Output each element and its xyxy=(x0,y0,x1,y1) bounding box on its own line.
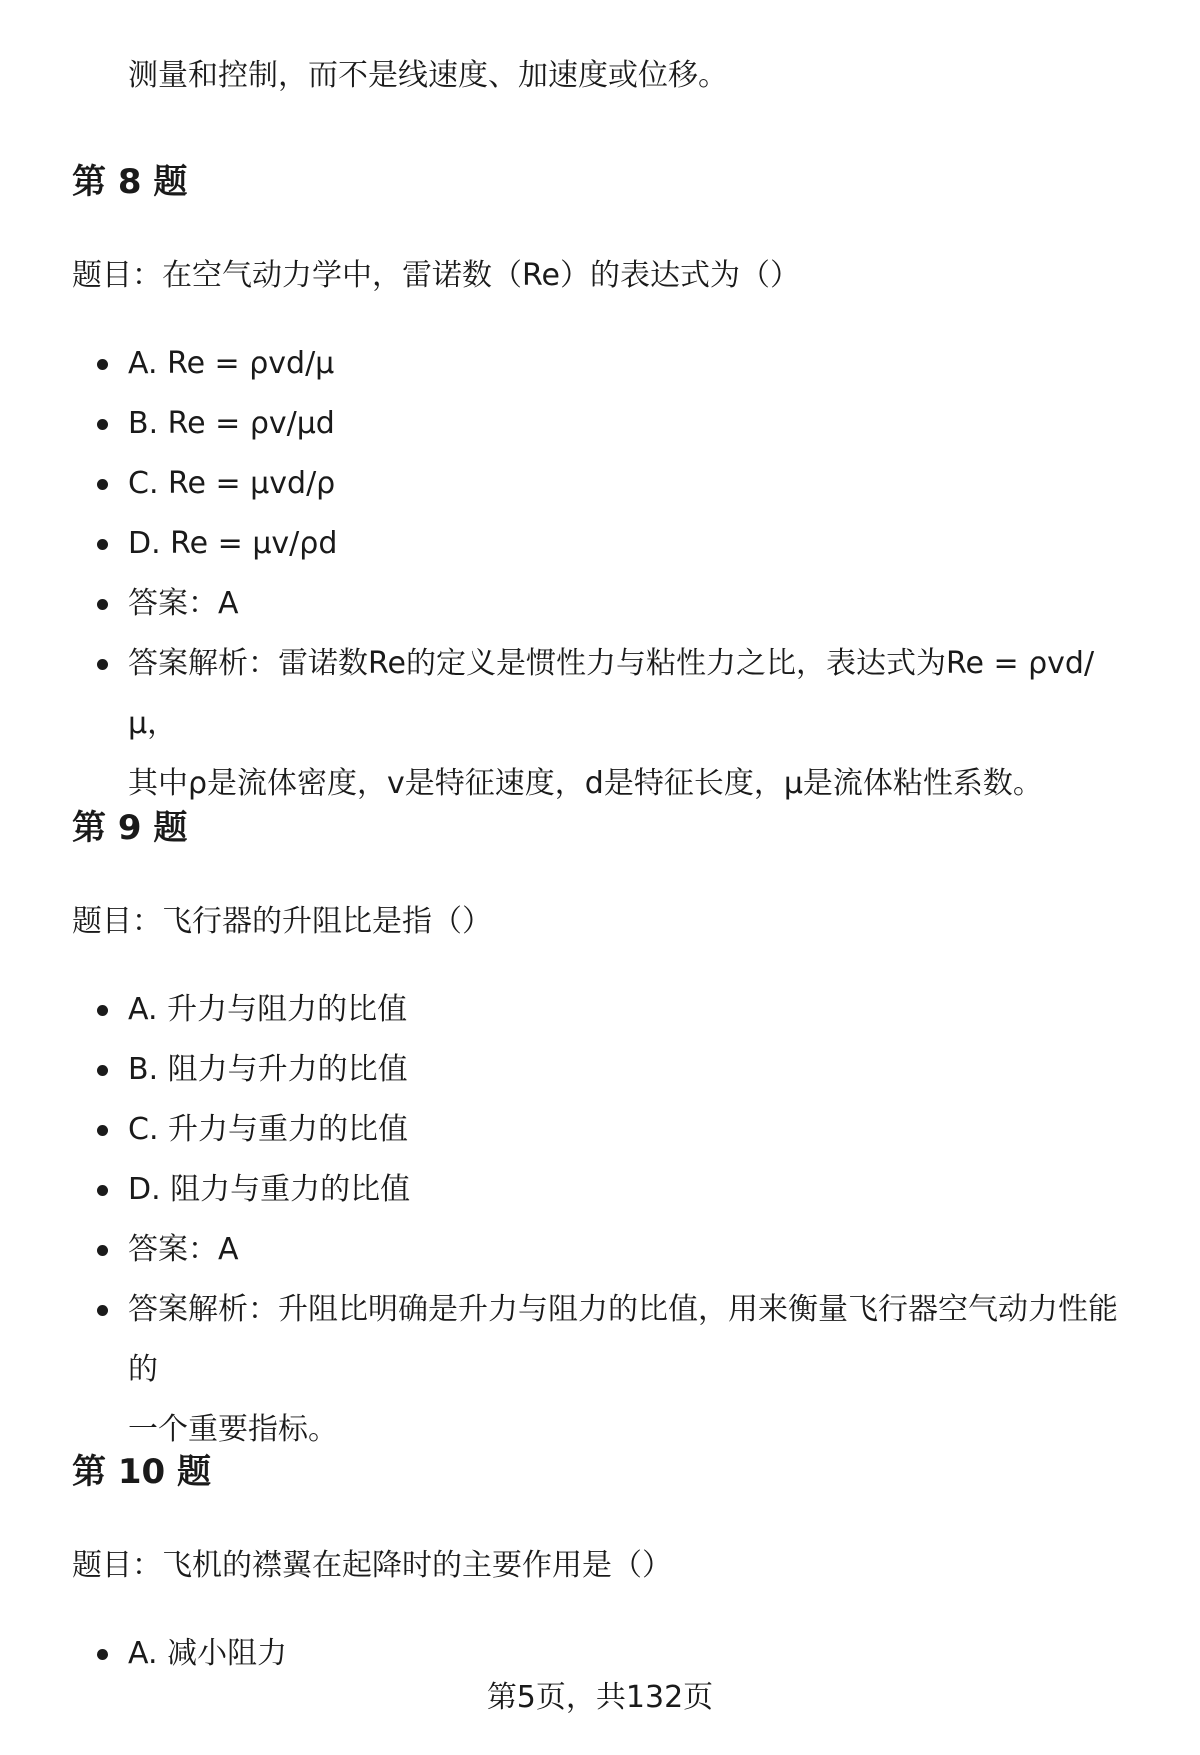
bullet-icon xyxy=(97,479,108,490)
question-8-heading: 第 8 题 xyxy=(72,162,188,202)
option-a: A. Re = ρvd/μ xyxy=(128,346,335,381)
list-item xyxy=(0,454,1200,514)
question-10-heading: 第 10 题 xyxy=(72,1452,211,1492)
option-c: C. 升力与重力的比值 xyxy=(128,1112,409,1147)
list-item xyxy=(0,514,1200,574)
question-8-options xyxy=(0,334,1200,814)
bullet-icon xyxy=(97,539,108,550)
list-item xyxy=(0,980,1200,1040)
list-item xyxy=(0,1100,1200,1160)
bullet-icon xyxy=(97,1649,108,1660)
list-item xyxy=(0,1624,1200,1684)
question-10-options xyxy=(0,1624,1200,1684)
question-9-heading: 第 9 题 xyxy=(72,808,188,848)
bullet-icon xyxy=(97,1065,108,1076)
answer-text: 答案：A xyxy=(128,1232,239,1267)
explanation-item xyxy=(0,634,1200,814)
bullet-icon xyxy=(97,1245,108,1256)
explanation-line-2: 一个重要指标。 xyxy=(128,1412,338,1447)
explanation-item xyxy=(0,1280,1200,1460)
question-10-prompt: 题目：飞机的襟翼在起降时的主要作用是（） xyxy=(72,1548,672,1583)
answer-text: 答案：A xyxy=(128,586,239,621)
bullet-icon xyxy=(97,1185,108,1196)
list-item xyxy=(0,334,1200,394)
explanation-line-1: 答案解析：升阻比明确是升力与阻力的比值，用来衡量飞行器空气动力性能的 xyxy=(128,1292,1118,1387)
list-item xyxy=(0,1040,1200,1100)
bullet-icon xyxy=(97,419,108,430)
option-c: C. Re = μvd/ρ xyxy=(128,466,336,501)
question-8-prompt: 题目：在空气动力学中，雷诺数（Re）的表达式为（） xyxy=(72,258,800,293)
question-9-prompt: 题目：飞行器的升阻比是指（） xyxy=(72,904,492,939)
bullet-icon xyxy=(97,1005,108,1016)
answer-item xyxy=(0,574,1200,634)
carryover-paragraph: 测量和控制，而不是线速度、加速度或位移。 xyxy=(128,58,728,93)
option-a: A. 减小阻力 xyxy=(128,1636,288,1671)
list-item xyxy=(0,1160,1200,1220)
explanation-line-1: 答案解析：雷诺数Re的定义是惯性力与粘性力之比，表达式为Re = ρvd/μ， xyxy=(128,646,1095,741)
page-footer: 第5页，共132页 xyxy=(486,1680,714,1715)
option-d: D. Re = μv/ρd xyxy=(128,526,338,561)
question-9-options xyxy=(0,980,1200,1460)
answer-item xyxy=(0,1220,1200,1280)
list-item xyxy=(0,394,1200,454)
explanation-line-2: 其中ρ是流体密度，v是特征速度，d是特征长度，μ是流体粘性系数。 xyxy=(128,766,1043,801)
option-b: B. Re = ρv/μd xyxy=(128,406,335,441)
bullet-icon xyxy=(97,1305,108,1316)
option-a: A. 升力与阻力的比值 xyxy=(128,992,408,1027)
bullet-icon xyxy=(97,659,108,670)
option-b: B. 阻力与升力的比值 xyxy=(128,1052,408,1087)
option-d: D. 阻力与重力的比值 xyxy=(128,1172,411,1207)
bullet-icon xyxy=(97,599,108,610)
bullet-icon xyxy=(97,1125,108,1136)
bullet-icon xyxy=(97,359,108,370)
